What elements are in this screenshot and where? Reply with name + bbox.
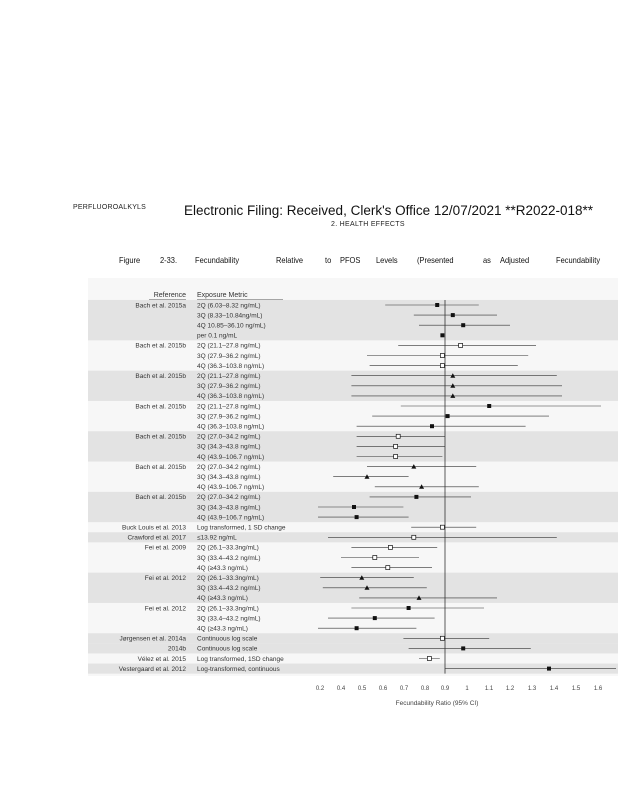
exposure-label: 4Q (43.9–106.7 ng/mL) bbox=[197, 484, 265, 492]
reference-label: Bach et al. 2015b bbox=[135, 433, 186, 441]
estimate-point bbox=[440, 525, 444, 529]
estimate-point bbox=[440, 333, 444, 337]
reference-label: Bach et al. 2015b bbox=[135, 494, 186, 502]
document-label: PERFLUOROALKYLS bbox=[73, 204, 147, 211]
section-heading: 2. HEALTH EFFECTS bbox=[331, 221, 405, 228]
exposure-label: 3Q (33.4–43.2 ng/mL) bbox=[197, 554, 261, 562]
reference-label: Fei et al. 2009 bbox=[144, 544, 186, 552]
caption-word: 2-33. bbox=[160, 255, 178, 265]
x-tick-label: 1.6 bbox=[593, 686, 603, 692]
reference-label: 2014b bbox=[167, 645, 186, 653]
exposure-label: 3Q (33.4–43.2 ng/mL) bbox=[197, 615, 261, 623]
exposure-label: 2Q (27.0–34.2 ng/mL) bbox=[197, 433, 261, 441]
estimate-point bbox=[440, 354, 444, 358]
exposure-label: 4Q (36.3–103.8 ng/mL) bbox=[197, 393, 265, 401]
estimate-point bbox=[407, 606, 411, 610]
reference-label: Bach et al. 2015b bbox=[135, 342, 186, 350]
x-tick-label: 0.8 bbox=[420, 686, 430, 692]
estimate-point bbox=[440, 636, 444, 640]
exposure-label: Log transformed, 1 SD change bbox=[197, 524, 286, 532]
exposure-label: 4Q (36.3–103.8 ng/mL) bbox=[197, 362, 265, 370]
estimate-point bbox=[394, 455, 398, 459]
estimate-point bbox=[355, 515, 359, 519]
axis-area bbox=[88, 676, 618, 722]
exposure-label: 4Q (≥43.3 ng/mL) bbox=[197, 564, 248, 572]
exposure-label: 4Q 10.85–36.10 ng/mL) bbox=[197, 322, 266, 330]
exposure-label: 3Q (34.3–43.8 ng/mL) bbox=[197, 443, 261, 451]
exposure-label: per 0.1 ng/mL bbox=[197, 332, 238, 340]
estimate-point bbox=[547, 667, 551, 671]
caption-word: Fecundability bbox=[195, 255, 240, 265]
estimate-point bbox=[386, 566, 390, 570]
caption-word: Fecundability bbox=[556, 255, 601, 265]
estimate-point bbox=[435, 303, 439, 307]
exposure-label: 4Q (≥43.3 ng/mL) bbox=[197, 625, 248, 633]
estimate-point bbox=[461, 323, 465, 327]
reference-label: Crawford et al. 2017 bbox=[127, 534, 186, 542]
caption-word: as bbox=[483, 255, 491, 265]
exposure-label: Log transformed, 1SD change bbox=[197, 655, 284, 663]
x-tick-label: 0.2 bbox=[315, 686, 325, 692]
estimate-point bbox=[430, 424, 434, 428]
exposure-label: 2Q (26.1–33.3ng/mL) bbox=[197, 544, 259, 552]
x-tick-label: 1.5 bbox=[571, 686, 581, 692]
estimate-point bbox=[451, 313, 455, 317]
x-tick-label: 1.4 bbox=[549, 686, 559, 692]
filing-banner: Electronic Filing: Received, Clerk's Office 12/07/2021 **R2022-018** bbox=[184, 203, 594, 218]
exposure-label: 2Q (21.1–27.8 ng/mL) bbox=[197, 403, 261, 411]
estimate-point bbox=[461, 646, 465, 650]
exposure-label: Continuous log scale bbox=[197, 635, 258, 643]
exposure-label: 4Q (43.9–106.7 ng/mL) bbox=[197, 514, 265, 522]
exposure-label: 4Q (43.9–106.7 ng/mL) bbox=[197, 453, 265, 461]
estimate-point bbox=[352, 505, 356, 509]
caption-word: to bbox=[325, 255, 332, 265]
estimate-point bbox=[440, 364, 444, 368]
exposure-label: Continuous log scale bbox=[197, 645, 258, 653]
exposure-label: 4Q (≥43.3 ng/mL) bbox=[197, 595, 248, 603]
reference-label: Jørgensen et al. 2014a bbox=[119, 635, 186, 643]
exposure-label: 3Q (33.4–43.2 ng/mL) bbox=[197, 585, 261, 593]
reference-label: Bach et al. 2015b bbox=[135, 403, 186, 411]
estimate-point bbox=[414, 495, 418, 499]
exposure-label: 2Q (6.03–8.32 ng/mL) bbox=[197, 302, 261, 310]
x-axis-label: Fecundability Ratio (95% CI) bbox=[395, 700, 479, 707]
estimate-point bbox=[412, 535, 416, 539]
estimate-point bbox=[394, 444, 398, 448]
reference-label: Bach et al. 2015b bbox=[135, 373, 186, 380]
exposure-label: 2Q (21.1–27.8 ng/mL) bbox=[197, 373, 261, 380]
x-tick-label: 1.1 bbox=[484, 686, 494, 692]
reference-label: Vélez et al. 2015 bbox=[137, 655, 186, 663]
reference-label: Bach et al. 2015b bbox=[135, 463, 186, 471]
caption-word: Levels bbox=[376, 255, 398, 265]
exposure-label: 2Q (21.1–27.8 ng/mL) bbox=[197, 342, 261, 350]
estimate-point bbox=[355, 626, 359, 630]
x-tick-label: 1.3 bbox=[527, 686, 537, 692]
reference-label: Fei et al. 2012 bbox=[144, 605, 186, 613]
exposure-label: 2Q (27.0–34.2 ng/mL) bbox=[197, 494, 261, 502]
estimate-point bbox=[446, 414, 450, 418]
x-tick-label: 1 bbox=[465, 686, 469, 692]
caption-word: Adjusted bbox=[500, 255, 530, 265]
exposure-column-header: Exposure Metric bbox=[197, 292, 248, 299]
x-tick-label: 0.9 bbox=[440, 686, 450, 692]
estimate-point bbox=[396, 434, 400, 438]
estimate-point bbox=[373, 616, 377, 620]
exposure-label: 3Q (34.3–43.8 ng/mL) bbox=[197, 504, 261, 512]
x-tick-label: 1.2 bbox=[505, 686, 515, 692]
x-tick-label: 0.4 bbox=[336, 686, 346, 692]
estimate-point bbox=[427, 657, 431, 661]
x-tick-label: 0.6 bbox=[378, 686, 388, 692]
exposure-label: 3Q (34.3–43.8 ng/mL) bbox=[197, 474, 261, 481]
estimate-point bbox=[388, 545, 392, 549]
exposure-label: 3Q (27.9–36.2 ng/mL) bbox=[197, 383, 261, 391]
exposure-label: 2Q (27.0–34.2 ng/mL) bbox=[197, 463, 261, 471]
x-tick-label: 0.5 bbox=[357, 686, 367, 692]
exposure-label: 2Q (26.1–33.3ng/mL) bbox=[197, 605, 259, 613]
reference-label: Buck Louis et al. 2013 bbox=[122, 524, 186, 532]
estimate-point bbox=[459, 343, 463, 347]
estimate-point bbox=[487, 404, 491, 408]
exposure-label: 3Q (27.9–36.2 ng/mL) bbox=[197, 352, 261, 360]
reference-label: Bach et al. 2015a bbox=[135, 302, 186, 310]
exposure-label: ≤13.92 ng/mL bbox=[197, 534, 237, 542]
exposure-label: Log-transformed, continuous bbox=[197, 665, 280, 673]
caption-word: Relative bbox=[276, 255, 304, 265]
reference-label: Fei et al. 2012 bbox=[144, 575, 186, 582]
exposure-label: 3Q (27.9–36.2 ng/mL) bbox=[197, 413, 261, 421]
reference-column-header: Reference bbox=[153, 292, 186, 299]
reference-label: Vestergaard et al. 2012 bbox=[118, 665, 186, 673]
exposure-label: 3Q (8.33–10.84ng/mL) bbox=[197, 312, 263, 320]
caption-word: PFOS bbox=[340, 255, 361, 265]
caption-word: Figure bbox=[119, 255, 141, 265]
caption-word: (Presented bbox=[417, 255, 454, 265]
x-tick-label: 0.7 bbox=[399, 686, 409, 692]
exposure-label: 2Q (26.1–33.3ng/mL) bbox=[197, 575, 259, 582]
estimate-point bbox=[373, 556, 377, 560]
exposure-label: 4Q (36.3–103.8 ng/mL) bbox=[197, 423, 265, 431]
